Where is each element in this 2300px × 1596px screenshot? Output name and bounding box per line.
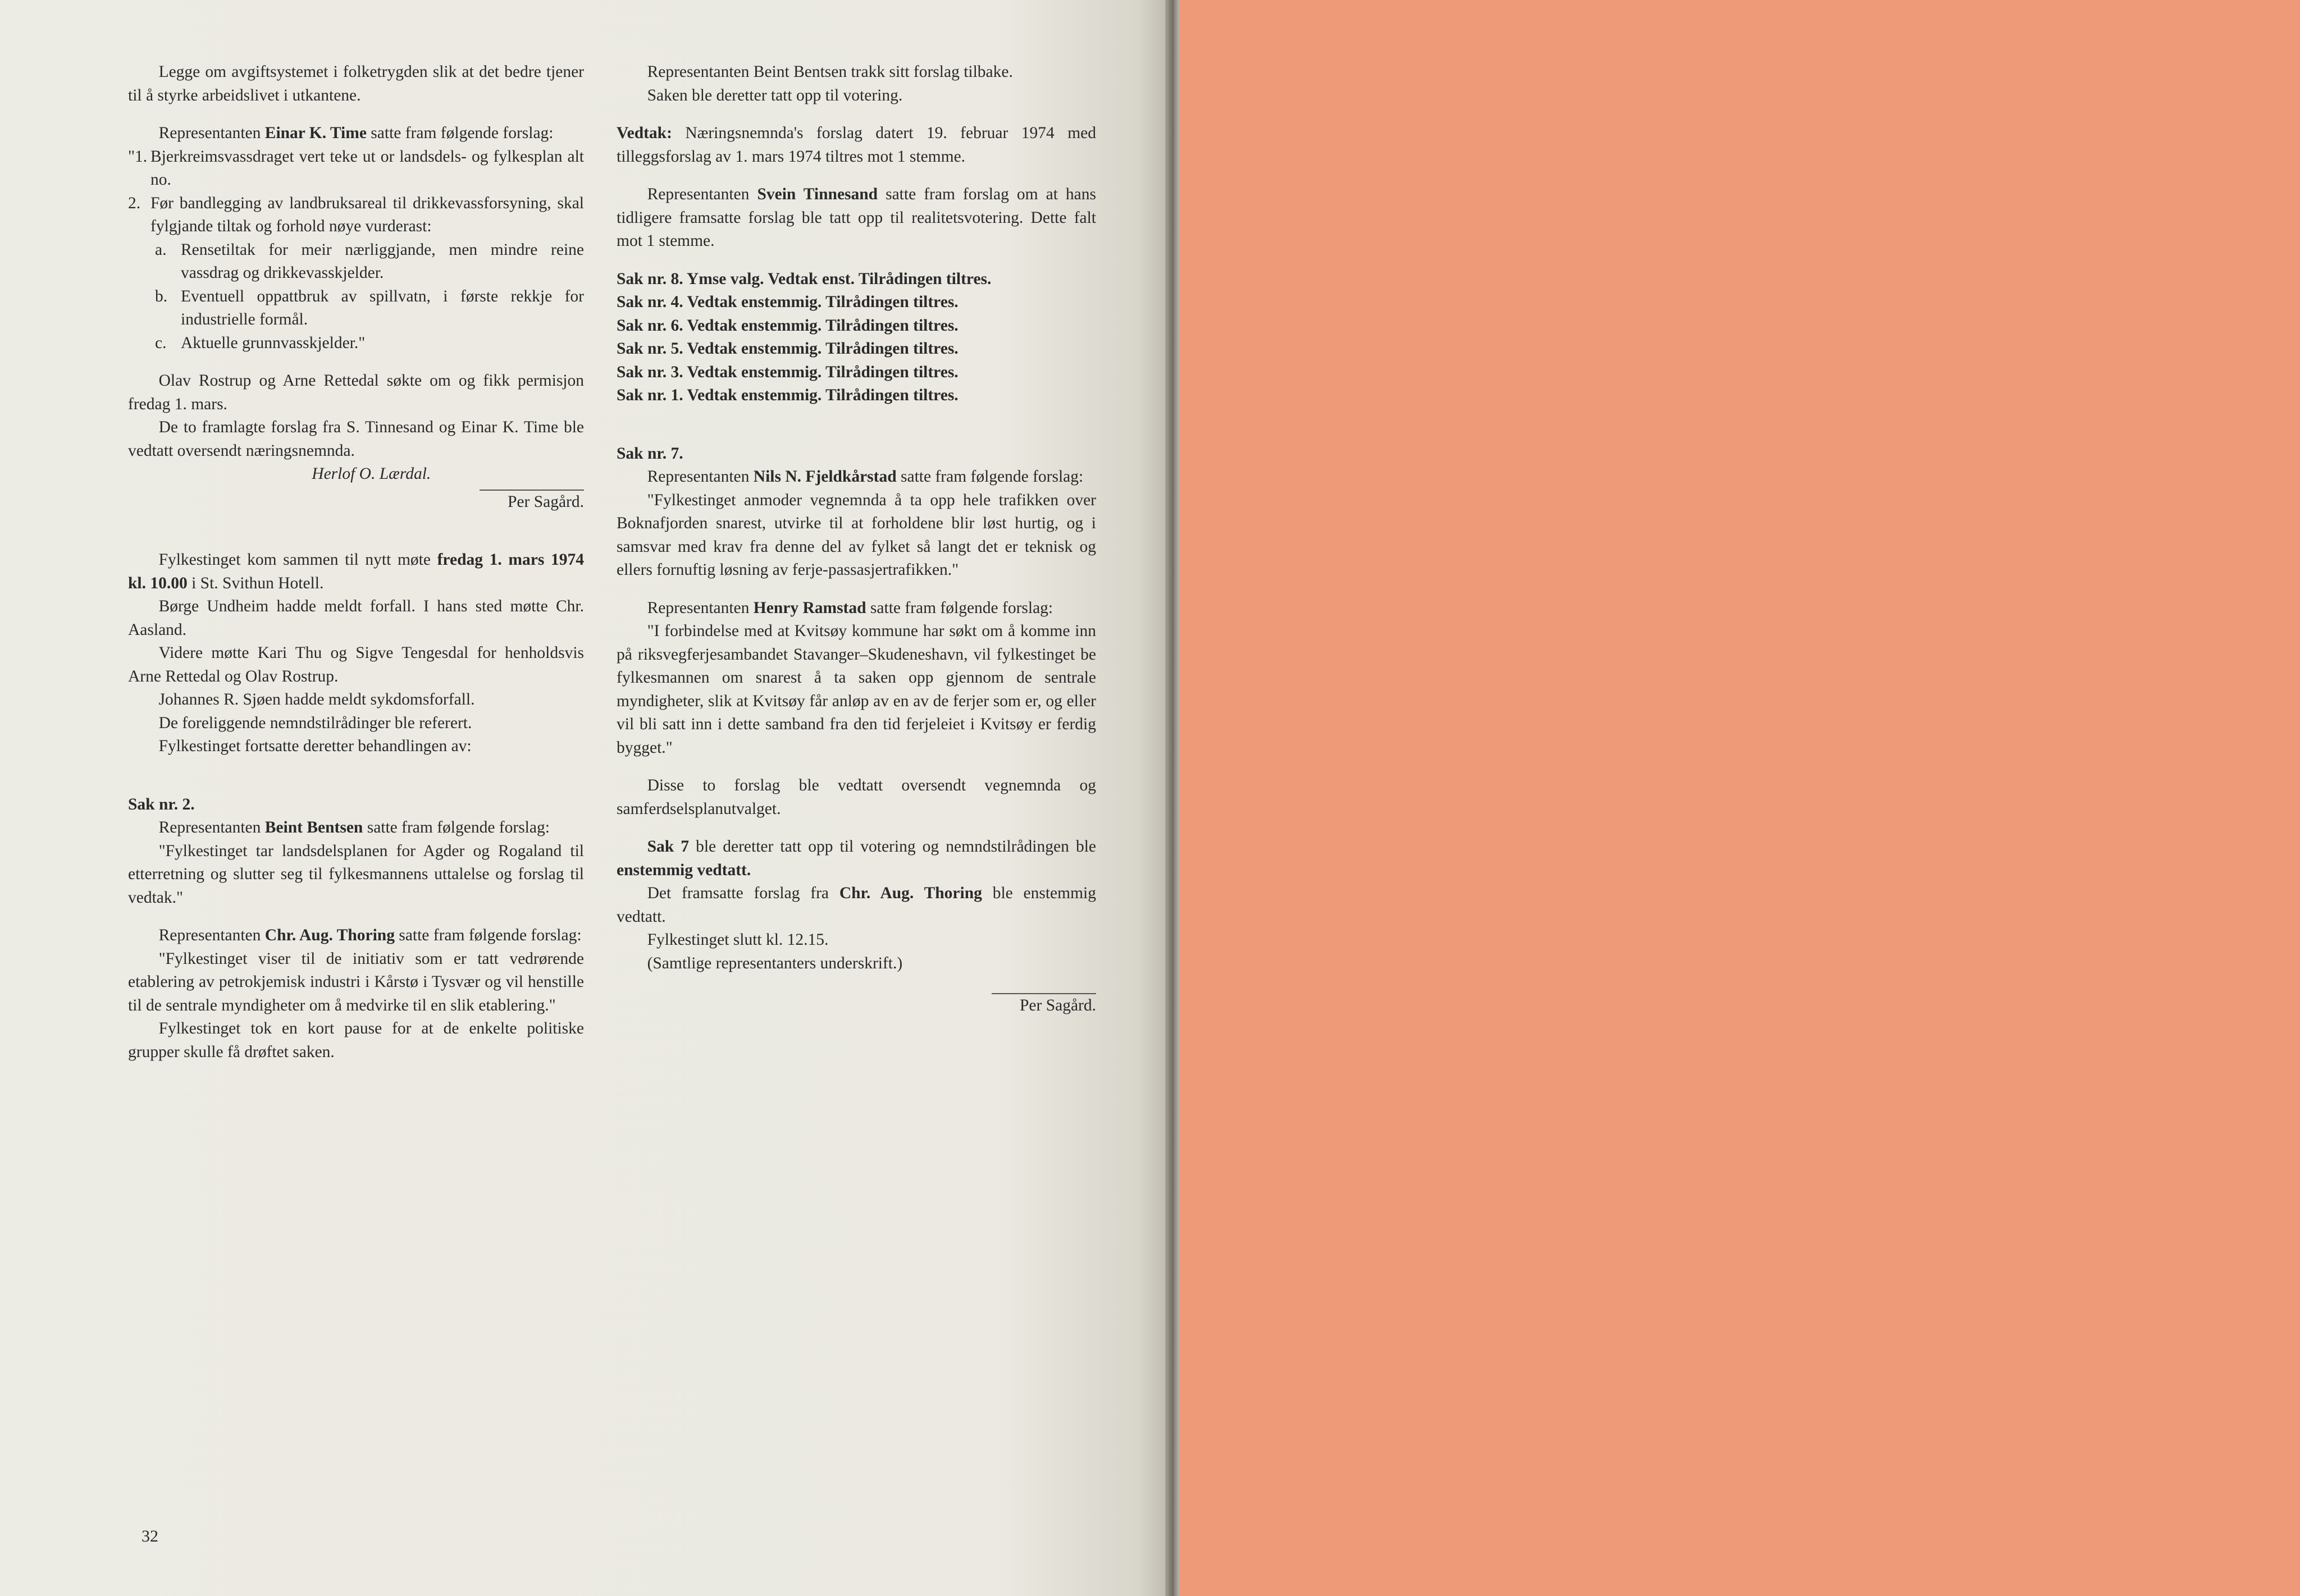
right-text-column <box>617 61 1096 1018</box>
left-text-column <box>128 61 584 1064</box>
underskrift-paragraph: (Samtlige representanters underskrift.) <box>647 954 903 972</box>
slutt-paragraph: Fylkestinget slutt kl. 12.15. <box>647 931 829 949</box>
fortsatte-paragraph: Fylkestinget fortsatte deretter behandlingen av: <box>158 737 472 755</box>
thoring-intro: Representanten Chr. Aug. Thoring satte fram følgende forslag: <box>158 926 582 944</box>
page-number: 32 <box>142 1527 158 1545</box>
nemnd-paragraph: De foreliggende nemndstilrådinger ble referert. <box>158 714 472 732</box>
sykdom-paragraph: Johannes R. Sjøen hadde meldt sykdomsforfall. <box>158 690 475 708</box>
time-proposal-intro: Representanten Einar K. Time satte fram følgende forslag: <box>158 124 554 142</box>
sak7-vedtak-paragraph: Sak 7 ble deretter tatt opp til votering og nemndstilrådingen ble enstemmig vedtatt. <box>617 838 1096 879</box>
sak-vedtak-line: Sak nr. 8. Ymse valg. Vedtak enst. Tilrådingen tiltres. <box>617 269 992 288</box>
sak7-heading: Sak nr. 7. <box>617 444 683 463</box>
tinnesand-paragraph: Representanten Svein Tinnesand satte fram forslag om at hans tidligere framsatte forslag ble tatt opp til realitetsvotering. Dette falt mot 1 stemme. <box>617 185 1096 250</box>
oversendt-paragraph: De to framlagte forslag fra S. Tinnesand og Einar K. Time ble vedtatt oversendt næringsnemnda. <box>128 418 584 460</box>
votering-paragraph: Saken ble deretter tatt opp til votering. <box>647 86 903 104</box>
right-page-blank-orange <box>1179 0 2300 1596</box>
sak-vedtak-line: Sak nr. 3. Vedtak enstemmig. Tilrådingen tiltres. <box>617 363 959 381</box>
signature-sagard: Per Sagård. <box>508 492 584 511</box>
pause-paragraph: Fylkestinget tok en kort pause for at de enkelte politiske grupper skulle få drøftet saken. <box>128 1019 584 1061</box>
list-item: "1. Bjerkreimsvassdraget vert teke ut or landsdels- og fylkesplan alt no. <box>128 147 584 189</box>
sak2-heading: Sak nr. 2. <box>128 795 195 813</box>
bentsen-forslag: "Fylkestinget tar landsdelsplanen for Agder og Rogaland til etterretning og slutter seg til fylkesmannens uttalelse og forslag til vedtak." <box>128 842 584 907</box>
fjeld-intro: Representanten Nils N. Fjeldkårstad satte fram følgende forslag: <box>647 468 1084 486</box>
sak-vedtak-line: Sak nr. 4. Vedtak enstemmig. Tilrådingen tiltres. <box>617 293 959 311</box>
ramstad-forslag: "I forbindelse med at Kvitsøy kommune har søkt om å komme inn på riksvegferjesambandet Stavanger–Skudeneshavn, vil fylkestinget be fylkesmannen om snarest å ta saken opp gjennom de sentrale myndigheter, slik at Kvitsøy får anløp av en av de ferjer som er, og eller vil bli satt inn i dette samband fra den tid ferjeleiet i Kvitsøy er ferdig bygget." <box>617 622 1096 757</box>
sak-vedtak-line: Sak nr. 5. Vedtak enstemmig. Tilrådingen tiltres. <box>617 340 959 358</box>
sub-list-item: b. Eventuell oppattbruk av spillvatn, i første rekkje for industrielle formål. <box>155 287 584 328</box>
thoring-forslag: "Fylkestinget viser til de initiativ som er tatt vedrørende etablering av petrokjemisk industri i Kårstø i Tysvær og vil henstille til de sentrale myndigheter om å medvirke til en slik etablering." <box>128 949 584 1014</box>
videre-paragraph: Videre møtte Kari Thu og Sigve Tengesdal for henholdsvis Arne Rettedal og Olav Rostrup. <box>128 644 584 685</box>
signature-laerdal: Herlof O. Lærdal. <box>312 465 431 483</box>
bentsen-intro: Representanten Beint Bentsen satte fram følgende forslag: <box>158 818 550 836</box>
intro-paragraph: Legge om avgiftsystemet i folketrygden slik at det bedre tjener til å styrke arbeidslivet i utkantene. <box>128 63 584 104</box>
vedtak-paragraph: Vedtak: Næringsnemnda's forslag datert 19. februar 1974 med tilleggsforslag av 1. mars 1974 tiltres mot 1 stemme. <box>617 124 1096 166</box>
fjeld-forslag: "Fylkestinget anmoder vegnemnda å ta opp hele trafikken over Boknafjorden snarest, utvirke til at forholdene blir løst hurtig, og i samsvar med krav fra denne del av fylket så langt det er teknisk og ellers fornuftig løsning av ferje-passasjertrafikken." <box>617 491 1096 579</box>
sub-list-item: a. Rensetiltak for meir nærliggjande, men mindre reine vassdrag og drikkevasskjelder. <box>155 240 584 282</box>
permisjon-paragraph: Olav Rostrup og Arne Rettedal søkte om og fikk permisjon fredag 1. mars. <box>128 372 584 413</box>
forfall-paragraph: Børge Undheim hadde meldt forfall. I hans sted møtte Chr. Aasland. <box>128 597 584 639</box>
thoring-vedtak-paragraph: Det framsatte forslag fra Chr. Aug. Thoring ble enstemmig vedtatt. <box>617 884 1096 926</box>
mote-paragraph: Fylkestinget kom sammen til nytt møte fredag 1. mars 1974 kl. 10.00 i St. Svithun Hotell. <box>128 551 584 592</box>
sak-vedtak-line: Sak nr. 6. Vedtak enstemmig. Tilrådingen tiltres. <box>617 316 959 335</box>
sub-list-item: c. Aktuelle grunnvasskjelder." <box>155 333 366 352</box>
oversendt-right-paragraph: Disse to forslag ble vedtatt oversendt vegnemnda og samferdselsplanutvalget. <box>617 776 1096 818</box>
list-item: 2. Før bandlegging av landbruksareal til drikkevassforsyning, skal fylgjande tiltak og forhold nøye vurderast: <box>128 194 584 235</box>
ramstad-intro: Representanten Henry Ramstad satte fram følgende forslag: <box>647 598 1053 617</box>
sak-vedtak-line: Sak nr. 1. Vedtak enstemmig. Tilrådingen tiltres. <box>617 386 959 404</box>
signature-sagard-right: Per Sagård. <box>1020 996 1096 1014</box>
trakk-paragraph: Representanten Beint Bentsen trakk sitt forslag tilbake. <box>647 63 1013 81</box>
